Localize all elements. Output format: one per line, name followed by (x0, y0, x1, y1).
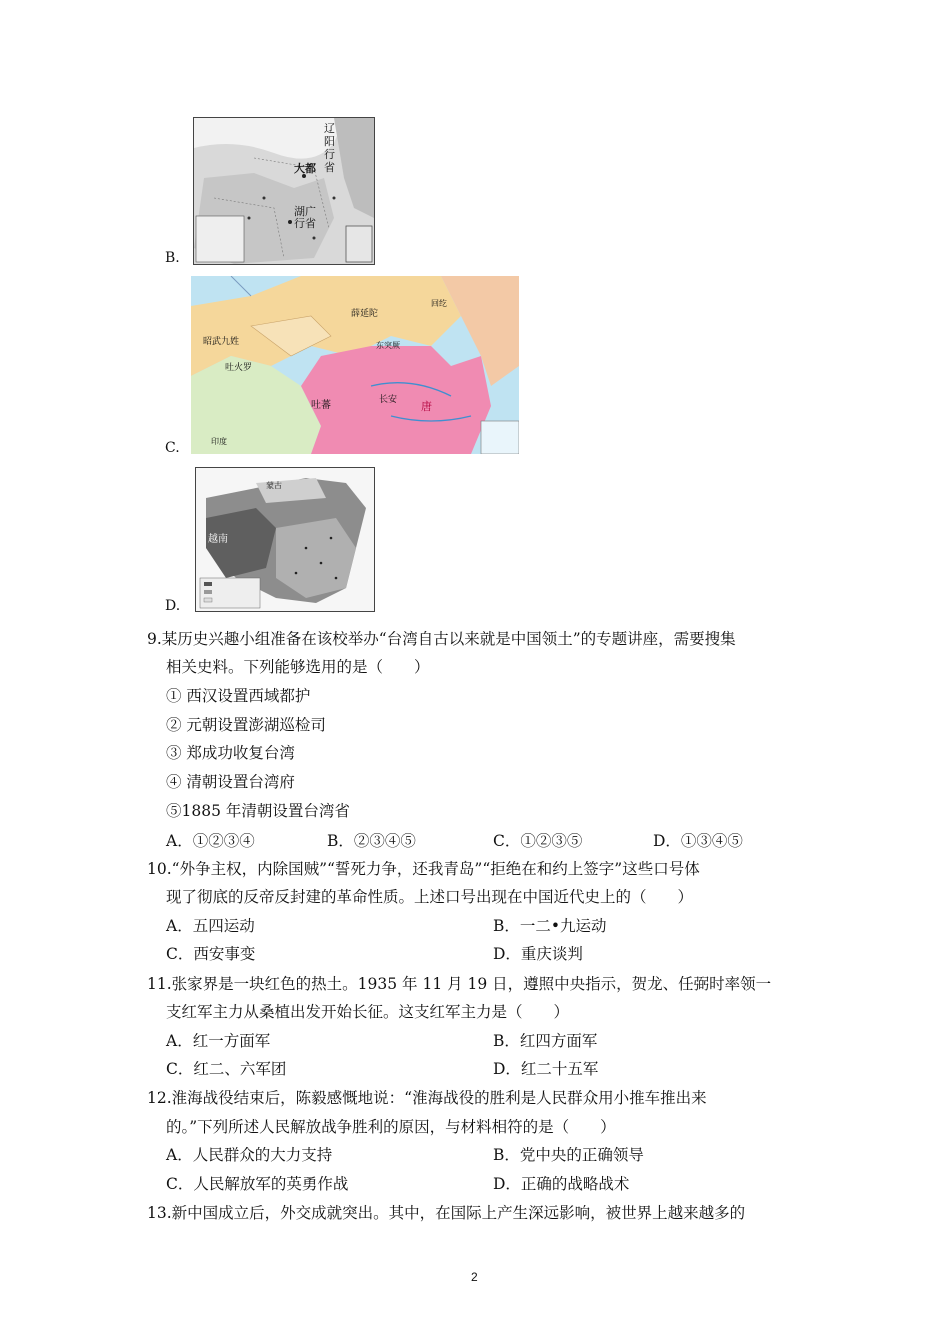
question-12-choice-a[interactable]: A．人民群众的大力支持 (166, 1146, 333, 1164)
question-9-stem-line-2: 相关史料。下列能够选用的是（ ） (166, 658, 430, 676)
map-label-india: 印度 (211, 437, 227, 446)
question-12-stem-line-1 (147, 1086, 707, 1108)
question-10-choice-a[interactable]: A．五四运动 (166, 917, 255, 935)
map-label-dadu: 大都 (294, 162, 316, 175)
question-9-choice-a[interactable]: A．①②③④ (166, 832, 255, 850)
question-11-choice-d[interactable]: D．红二十五军 (493, 1060, 599, 1078)
question-11-choice-c[interactable]: C．红二、六军团 (166, 1060, 287, 1078)
question-number: 10. (147, 860, 172, 878)
option-d-map (195, 467, 375, 612)
question-9-choice-b[interactable]: B．②③④⑤ (327, 832, 416, 850)
map-label-huihe: 回纥 (431, 299, 447, 308)
option-d-label: D. (165, 598, 181, 614)
question-9-item-5: ⑤1885 年清朝设置台湾省 (166, 802, 350, 820)
question-10-choice-d[interactable]: D．重庆谈判 (493, 945, 583, 963)
map-label-huguang: 湖广行省 (294, 205, 316, 230)
map-label-zhaowu: 昭武九姓 (203, 337, 240, 347)
map-label-mongolia: 蒙古 (266, 481, 282, 490)
question-11-choice-b[interactable]: B．红四方面军 (493, 1032, 598, 1050)
yuan-dynasty-map-graphic (194, 118, 374, 264)
question-9-choice-d[interactable]: D．①③④⑤ (653, 832, 743, 850)
question-stem: 张家界是一块红色的热土。1935 年 11 月 19 日，遵照中央指示，贺龙、任弼时率领一 (171, 975, 772, 993)
option-b-label: B. (165, 250, 180, 266)
question-12-choice-b[interactable]: B．党中央的正确领导 (493, 1146, 644, 1164)
question-9-choice-c[interactable]: C．①②③⑤ (493, 832, 583, 850)
map-label-yuenan: 越南 (208, 534, 228, 545)
question-stem: 新中国成立后，外交成就突出。其中，在国际上产生深远影响，被世界上越来越多的 (171, 1204, 746, 1222)
question-9-item-1: ① 西汉设置西域都护 (166, 687, 311, 705)
map-label-changan: 长安 (379, 395, 398, 405)
question-9-stem-line-1 (147, 627, 736, 649)
option-c-map (191, 276, 519, 454)
question-stem: 某历史兴趣小组准备在该校举办“台湾自古以来就是中国领土”的专题讲座，需要搜集 (161, 630, 736, 648)
question-stem: “外争主权，内除国贼”“誓死力争，还我青岛”“拒绝在和约上签字”这些口号体 (171, 860, 700, 878)
question-9-item-2: ② 元朝设置澎湖巡检司 (166, 716, 326, 734)
question-10-stem-line-2: 现了彻底的反帝反封建的革命性质。上述口号出现在中国近代史上的（ ） (166, 888, 694, 906)
question-10-choice-b[interactable]: B．一二•九运动 (493, 917, 607, 935)
map-label-tuhuoluo: 吐火罗 (225, 363, 253, 373)
question-11-stem-line-2: 支红军主力从桑植出发开始长征。这支红军主力是（ ） (166, 1003, 570, 1021)
question-number: 12. (147, 1089, 172, 1107)
question-9-item-4: ④ 清朝设置台湾府 (166, 773, 295, 791)
map-label-xueyantuo: 薛延陀 (351, 309, 379, 319)
question-13-stem-line-1 (147, 1201, 745, 1223)
question-11-choice-a[interactable]: A．红一方面军 (166, 1032, 271, 1050)
question-10-stem-line-1 (147, 857, 700, 879)
question-number: 9. (147, 630, 162, 648)
question-12-choice-c[interactable]: C．人民解放军的英勇作战 (166, 1175, 349, 1193)
question-number: 13. (147, 1204, 172, 1222)
page-number: 2 (471, 1270, 478, 1284)
option-c-label: C. (165, 440, 180, 456)
map-label-dongtujue: 东突厥 (376, 341, 400, 350)
question-number: 11. (147, 975, 172, 993)
question-9-item-3: ③ 郑成功收复台湾 (166, 744, 295, 762)
map-label-liaoyang: 辽阳行省 (324, 122, 335, 174)
question-10-choice-c[interactable]: C．西安事变 (166, 945, 256, 963)
map-label-tang: 唐 (421, 400, 432, 413)
question-stem: 淮海战役结束后，陈毅感慨地说：“淮海战役的胜利是人民群众用小推车推出来 (171, 1089, 707, 1107)
question-11-stem-line-1 (147, 972, 771, 994)
option-b-map (193, 117, 375, 265)
map-label-tubo: 吐蕃 (311, 400, 331, 411)
question-12-stem-line-2: 的。”下列所述人民解放战争胜利的原因，与材料相符的是（ ） (166, 1118, 616, 1136)
question-12-choice-d[interactable]: D．正确的战略战术 (493, 1175, 630, 1193)
